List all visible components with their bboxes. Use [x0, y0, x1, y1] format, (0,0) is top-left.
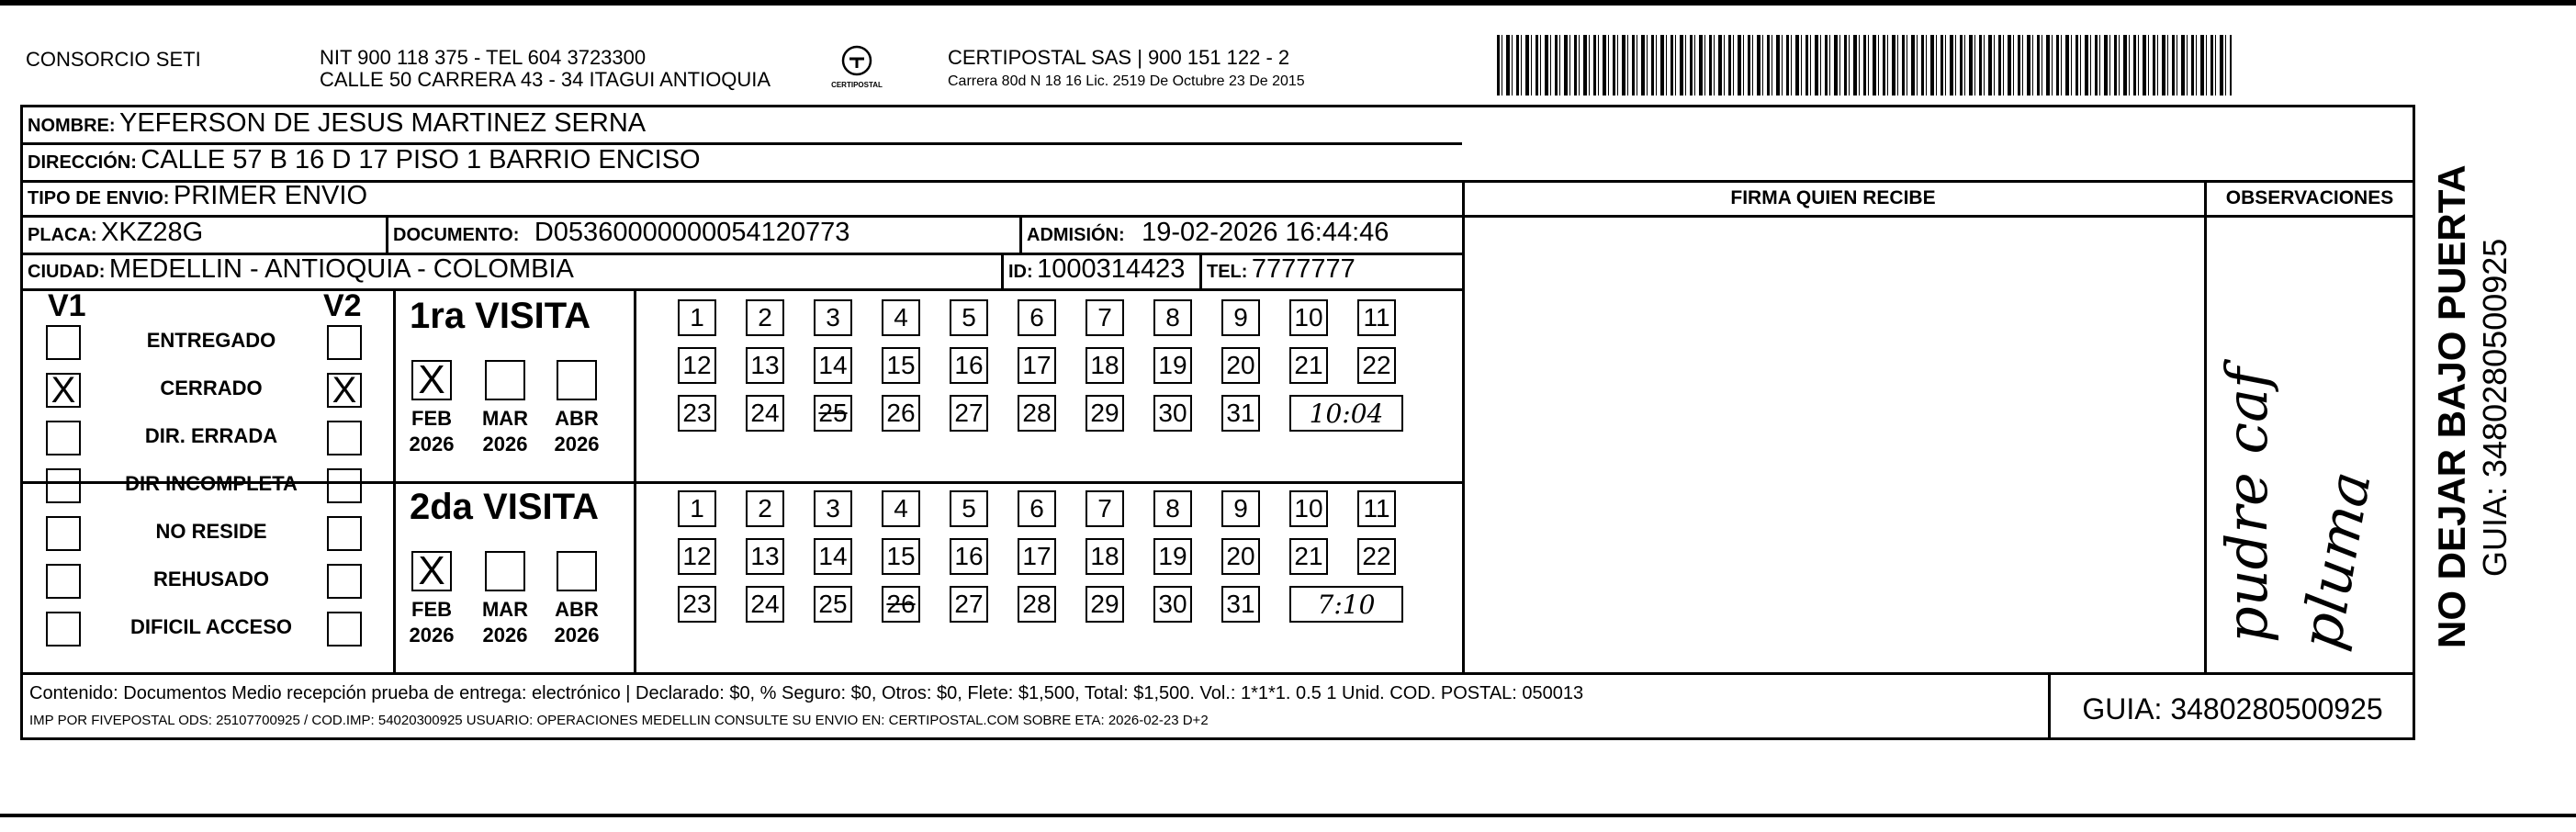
top-border [0, 0, 2576, 6]
ciudad-value: MEDELLIN - ANTIOQUIA - COLOMBIA [108, 254, 574, 284]
second-visit-day-box[interactable]: 25 [814, 586, 852, 623]
nombre-label: NOMBRE: [28, 116, 116, 136]
footer-content: Contenido: Documentos Medio recepción prueba de entrega: electrónico | Declarado: $0, % Seguro: $0, Otros: $0, Flete: $1,500, Total: $1,500. Vol.: 1*1*1. 0.5 1 Unid. COD. POSTAL: 050013 [29, 683, 1584, 703]
address-line: CALLE 50 CARRERA 43 - 34 ITAGUI ANTIOQUIA [320, 68, 771, 91]
second-visit-day-box[interactable]: 2 [746, 490, 784, 527]
v2-mark: X [332, 370, 357, 410]
first-visit-month-label [545, 406, 609, 457]
v2-checkbox[interactable] [327, 325, 362, 360]
second-visit-day-box[interactable]: 15 [882, 538, 920, 575]
v1-checkbox[interactable] [46, 564, 81, 599]
first-visit-day-box[interactable]: 17 [1018, 347, 1056, 384]
first-visit-day-box[interactable]: 29 [1086, 395, 1124, 432]
first-visit-day-box[interactable]: 19 [1153, 347, 1192, 384]
nombre-row [28, 108, 646, 139]
first-visit-time[interactable]: 10:04 [1289, 395, 1403, 432]
first-visit-day-box[interactable]: 1 [678, 299, 716, 336]
second-visit-month-box[interactable] [557, 551, 597, 591]
second-visit-month-box[interactable] [485, 551, 525, 591]
observaciones-header: OBSERVACIONES [2225, 187, 2394, 208]
first-visit-title: 1ra VISITA [410, 296, 591, 336]
ciudad-label: CIUDAD: [28, 262, 106, 282]
first-visit-day-box[interactable]: 24 [746, 395, 784, 432]
status-label: CERRADO [160, 377, 263, 399]
tipo-value: PRIMER ENVIO [173, 181, 368, 210]
nit-line: NIT 900 118 375 - TEL 604 3723300 [320, 46, 647, 69]
second-visit-day-box[interactable]: 9 [1221, 490, 1260, 527]
nombre-value: YEFERSON DE JESUS MARTINEZ SERNA [119, 108, 647, 138]
second-visit-day-box[interactable]: 21 [1289, 538, 1328, 575]
side-notice: NO DEJAR BAJO PUERTA [2430, 164, 2473, 648]
status-label: DIR. ERRADA [144, 424, 278, 447]
second-visit-day-box[interactable]: 11 [1357, 490, 1396, 527]
status-label: DIR INCOMPLETA [125, 472, 298, 495]
v1-checkbox[interactable] [46, 612, 81, 646]
second-visit-day-box[interactable]: 20 [1221, 538, 1260, 575]
second-visit-time[interactable]: 7:10 [1289, 586, 1403, 623]
second-visit-day-box[interactable]: 17 [1018, 538, 1056, 575]
id-row [1008, 254, 1185, 285]
first-visit-day-box[interactable]: 27 [950, 395, 988, 432]
second-visit-day-box[interactable]: 28 [1018, 586, 1056, 623]
v1-checkbox[interactable] [46, 370, 81, 410]
second-visit-month-mark: X [418, 548, 445, 593]
tel-row [1207, 254, 1355, 285]
tipo-label: TIPO DE ENVIO: [28, 188, 170, 208]
direccion-label: DIRECCIÓN: [28, 152, 137, 173]
second-visit-day-box[interactable]: 23 [678, 586, 716, 623]
first-visit-day-box[interactable]: 8 [1153, 299, 1192, 336]
month-name: FEB [411, 407, 452, 430]
first-visit-day-box[interactable]: 26 [882, 395, 920, 432]
second-visit-day-box[interactable]: 19 [1153, 538, 1192, 575]
first-visit-day-box[interactable]: 28 [1018, 395, 1056, 432]
second-visit-day-box[interactable]: 29 [1086, 586, 1124, 623]
v2-checkbox[interactable] [327, 370, 362, 410]
status-label: REHUSADO [153, 568, 269, 590]
first-visit-day-box[interactable]: 21 [1289, 347, 1328, 384]
first-visit-day-box[interactable]: 14 [814, 347, 852, 384]
first-visit-day-box[interactable]: 11 [1357, 299, 1396, 336]
v2-checkbox[interactable] [327, 468, 362, 503]
second-visit-day-box[interactable]: 24 [746, 586, 784, 623]
v1-checkbox[interactable] [46, 421, 81, 455]
placa-value: XKZ28G [101, 218, 204, 247]
second-visit-day-box[interactable]: 16 [950, 538, 988, 575]
footer-imp: IMP POR FIVEPOSTAL ODS: 25107700925 / COD.IMP: 54020300925 USUARIO: OPERACIONES MEDELLIN CONSULTE SU ENVIO EN: CERTIPOSTAL.COM SOBRE ETA: 2026-02-23 D+2 [29, 713, 1209, 728]
status-label: DIFICIL ACCESO [129, 615, 292, 638]
second-visit-day-box[interactable]: 31 [1221, 586, 1260, 623]
second-visit-day-box[interactable]: 14 [814, 538, 852, 575]
first-visit-month-mark: X [418, 357, 445, 402]
first-visit-day-box[interactable]: 15 [882, 347, 920, 384]
second-visit-day-box[interactable]: 10 [1289, 490, 1328, 527]
tel-label: TEL: [1207, 262, 1248, 282]
observation-handwriting-2: pluma [2287, 466, 2384, 655]
certipostal-line: CERTIPOSTAL SAS | 900 151 122 - 2 [948, 46, 1290, 69]
month-year: 2026 [554, 433, 600, 455]
certipostal-logo [825, 40, 889, 96]
second-visit-day-box[interactable]: 4 [882, 490, 920, 527]
second-visit-day-box[interactable]: 22 [1357, 538, 1396, 575]
second-visit-day-box[interactable]: 30 [1153, 586, 1192, 623]
v1-checkbox[interactable] [46, 325, 81, 360]
second-visit-day-box[interactable]: 3 [814, 490, 852, 527]
id-value: 1000314423 [1037, 254, 1186, 284]
admision-label: ADMISIÓN: [1027, 225, 1125, 245]
first-visit-day-box[interactable]: 22 [1357, 347, 1396, 384]
second-visit-day-box[interactable]: 18 [1086, 538, 1124, 575]
status-label: ENTREGADO [146, 329, 276, 352]
second-visit-month-label [399, 597, 464, 648]
month-name: ABR [555, 598, 599, 621]
first-visit-day-box[interactable]: 25 [814, 395, 852, 432]
month-name: FEB [411, 598, 452, 621]
first-visit-month-box[interactable] [485, 360, 525, 400]
first-visit-day-box[interactable]: 7 [1086, 299, 1124, 336]
second-visit-month-label [473, 597, 537, 648]
footer-guia: GUIA: 3480280500925 [2082, 692, 2383, 725]
v2-checkbox[interactable] [327, 516, 362, 551]
month-name: MAR [481, 407, 529, 430]
placa-row [28, 218, 203, 248]
side-guia: GUIA: 3480280500925 [2476, 238, 2514, 577]
v1-checkbox[interactable] [46, 516, 81, 551]
first-visit-day-box[interactable]: 31 [1221, 395, 1260, 432]
second-visit-month-box[interactable] [411, 548, 452, 593]
v1-checkbox[interactable] [46, 468, 81, 503]
documento-value: D05360000000054120773 [534, 218, 850, 247]
first-visit-day-box[interactable]: 18 [1086, 347, 1124, 384]
first-visit-day-box[interactable]: 20 [1221, 347, 1260, 384]
v2-checkbox[interactable] [327, 421, 362, 455]
v2-checkbox[interactable] [327, 612, 362, 646]
first-visit-month-box[interactable] [557, 360, 597, 400]
bottom-border [0, 814, 2576, 817]
second-visit-day-box[interactable]: 26 [882, 586, 920, 623]
first-visit-day-box[interactable]: 10 [1289, 299, 1328, 336]
first-visit-day-box[interactable]: 2 [746, 299, 784, 336]
logo-text: CERTIPOSTAL [831, 81, 883, 89]
month-name: MAR [481, 598, 529, 621]
first-visit-day-box[interactable]: 5 [950, 299, 988, 336]
first-visit-day-box[interactable]: 23 [678, 395, 716, 432]
second-visit-day-box[interactable]: 8 [1153, 490, 1192, 527]
id-label: ID: [1008, 262, 1033, 282]
license-line: Carrera 80d N 18 16 Lic. 2519 De Octubre 23 De 2015 [948, 73, 1305, 89]
first-visit-month-label [399, 406, 464, 457]
first-visit-day-box[interactable]: 12 [678, 347, 716, 384]
first-visit-day-box[interactable]: 30 [1153, 395, 1192, 432]
second-visit-month-label [545, 597, 609, 648]
first-visit-day-box[interactable]: 4 [882, 299, 920, 336]
tipo-row [28, 181, 367, 211]
company-name: CONSORCIO SETI [26, 48, 201, 71]
month-year: 2026 [482, 624, 528, 646]
ciudad-row [28, 254, 574, 285]
v2-checkbox[interactable] [327, 564, 362, 599]
month-name: ABR [555, 407, 599, 430]
first-visit-day-box[interactable]: 13 [746, 347, 784, 384]
v1-mark: X [51, 370, 76, 410]
status-label: NO RESIDE [155, 520, 267, 543]
second-visit-day-box[interactable]: 27 [950, 586, 988, 623]
second-visit-title: 2da VISITA [410, 487, 599, 527]
direccion-value: CALLE 57 B 16 D 17 PISO 1 BARRIO ENCISO [141, 145, 701, 174]
second-visit-day-box[interactable]: 7 [1086, 490, 1124, 527]
first-visit-month-box[interactable] [411, 357, 452, 402]
documento-label: DOCUMENTO: [393, 225, 520, 245]
second-visit-day-box[interactable]: 13 [746, 538, 784, 575]
first-visit-day-box[interactable]: 9 [1221, 299, 1260, 336]
month-year: 2026 [409, 624, 455, 646]
admision-value: 19-02-2026 16:44:46 [1142, 218, 1389, 247]
admision-row [1027, 218, 1389, 248]
observation-handwriting-1: pudre caf [2213, 367, 2280, 643]
second-visit-day-box[interactable]: 1 [678, 490, 716, 527]
first-visit-day-box[interactable]: 16 [950, 347, 988, 384]
direccion-row [28, 145, 701, 175]
first-visit-month-label [473, 406, 537, 457]
second-visit-day-box[interactable]: 5 [950, 490, 988, 527]
month-year: 2026 [409, 433, 455, 455]
second-visit-day-box[interactable]: 6 [1018, 490, 1056, 527]
firma-header: FIRMA QUIEN RECIBE [1730, 187, 1936, 208]
month-year: 2026 [482, 433, 528, 455]
barcode [1497, 35, 2232, 96]
v1-heading: V1 [48, 288, 86, 323]
v2-heading: V2 [323, 288, 362, 323]
placa-label: PLACA: [28, 225, 97, 245]
second-visit-day-box[interactable]: 12 [678, 538, 716, 575]
tel-value: 7777777 [1251, 254, 1355, 284]
month-year: 2026 [554, 624, 600, 646]
first-visit-day-box[interactable]: 6 [1018, 299, 1056, 336]
documento-row [393, 218, 849, 248]
first-visit-day-box[interactable]: 3 [814, 299, 852, 336]
